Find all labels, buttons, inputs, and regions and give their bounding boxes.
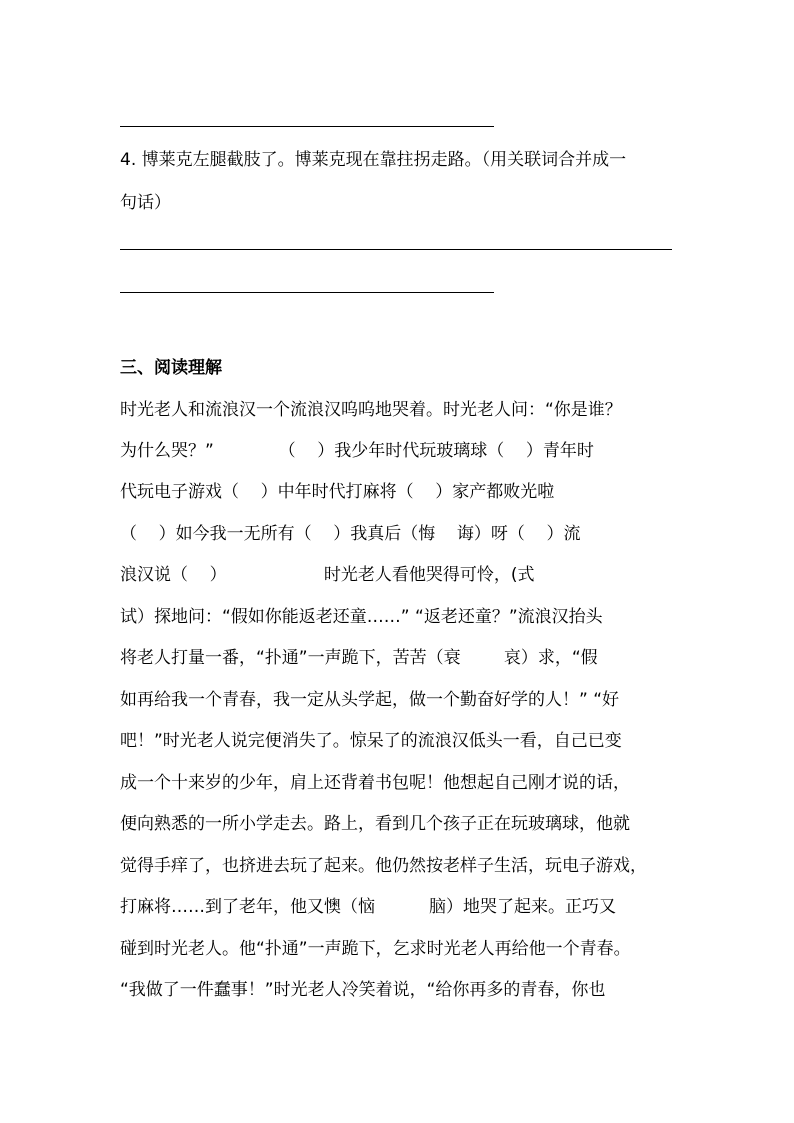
answer-line-q4-1[interactable] bbox=[120, 249, 672, 250]
passage-line: 浪汉说（ ） 时光老人看他哭得可怜，(式 bbox=[120, 565, 535, 585]
passage-line: 时光老人和流浪汉一个流浪汉呜呜地哭着。时光老人问：“你是谁？ bbox=[120, 400, 622, 420]
passage-line: “我做了一件蠢事！”时光老人冷笑着说，“给你再多的青春，你也 bbox=[120, 980, 606, 1000]
passage-line: 觉得手痒了，也挤进去玩了起来。他仍然按老样子生活，玩电子游戏， bbox=[120, 856, 647, 876]
section-3-title: 三、阅读理解 bbox=[120, 358, 222, 378]
passage-line: （ ）如今我一无所有（ ）我真后（悔 诲）呀（ ）流 bbox=[120, 524, 581, 544]
passage-line: 代玩电子游戏（ ）中年时代打麻将（ ）家产都败光啦 bbox=[120, 482, 555, 502]
passage-line: 打麻将……到了老年，他又懊（恼 脑）地哭了起来。正巧又 bbox=[120, 897, 617, 917]
passage-line: 将老人打量一番，“扑通”一声跪下，苦苦（衰 哀）求，“假 bbox=[120, 648, 598, 668]
answer-line-top[interactable] bbox=[120, 126, 494, 127]
question-4-line-2: 句话） bbox=[120, 193, 171, 213]
passage-line: 吧！”时光老人说完便消失了。惊呆了的流浪汉低头一看，自己已变 bbox=[120, 731, 622, 751]
passage-line: 碰到时光老人。他“扑通”一声跪下，乞求时光老人再给他一个青春。 bbox=[120, 939, 631, 959]
passage-line: 成一个十来岁的少年，肩上还背着书包呢！他想起自己刚才说的话， bbox=[120, 773, 630, 793]
answer-line-q4-2[interactable] bbox=[120, 292, 494, 293]
passage-line: 为什么哭？” （ ）我少年时代玩玻璃球（ ）青年时 bbox=[120, 441, 594, 461]
passage-line: 便向熟悉的一所小学走去。路上，看到几个孩子正在玩玻璃球，他就 bbox=[120, 814, 630, 834]
passage-line: 试）探地问：“假如你能返老还童……” “返老还童？”流浪汉抬头 bbox=[120, 607, 603, 627]
question-4-line-1: 4. 博莱克左腿截肢了。博莱克现在靠拄拐走路。（用关联词合并成一 bbox=[120, 150, 627, 170]
passage-line: 如再给我一个青春，我一定从头学起，做一个勤奋好学的人！” “好 bbox=[120, 690, 620, 710]
